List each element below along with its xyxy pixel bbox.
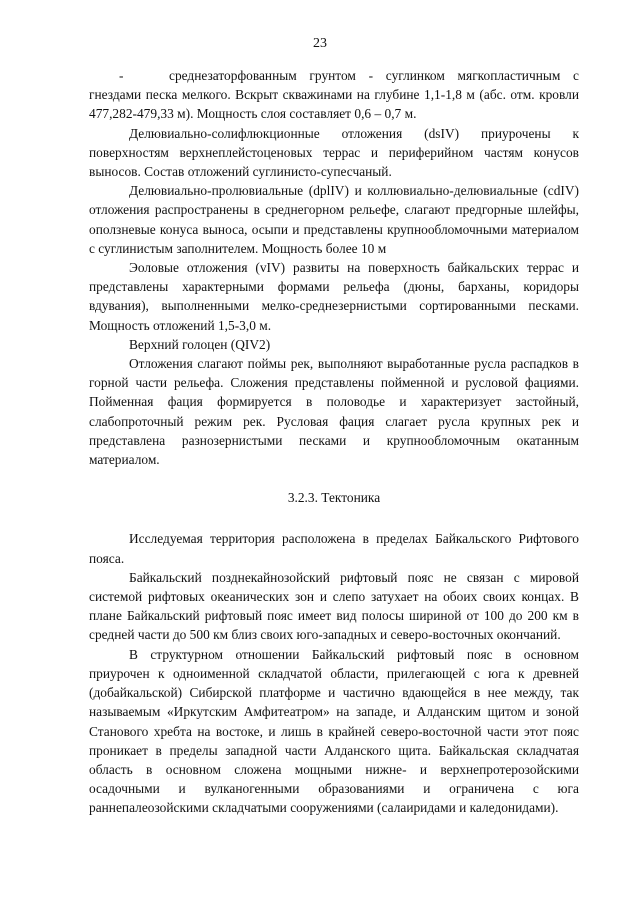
paragraph: Отложения слагают поймы рек, выполняют выработанные русла распадков в горной части рельефа. Сложения представлены пойменной и русловой фациями. Пойменная фация формируется в половодье и характеризует застойный, слабопроточный режим рек. Русловая фация слагает русла крупных рек и представлена разнозернистыми песками и крупнообломочным окатанным материалом. [89, 356, 579, 468]
list-dash-marker: - [119, 68, 124, 83]
paragraph: В структурном отношении Байкальский рифтовый пояс в основном приурочен к одноименной складчатой области, прилегающей с юга к древней (добайкальской) Сибирской платформе и частично вдающейся в нее между, так называемым «Иркутским Амфитеатром» на западе, и Алданским щитом и зоной Станового хребта на востоке, и лишь в крайней северо-восточной части этот пояс проникает в пределы западной части Алданского щита. Байкальская складчатая область в основном сложена мощными нижне- и верхнепротерозойскими осадочными и вулканогенными образованиями и ограничена с юга раннепалеозойскими складчатыми сооружениями (салаиридами и каледонидами). [89, 646, 579, 816]
subheading-upper-holocene: Верхний голоцен (QIV2) [129, 336, 271, 352]
document-body [89, 66, 579, 818]
section-heading: 3.2.3. Тектоника [287, 490, 381, 506]
paragraph: Исследуемая территория расположена в пределах Байкальского Рифтового пояса. [89, 531, 579, 566]
page-number: 23 [313, 36, 327, 51]
paragraph: Байкальский позднекайнозойский рифтовый пояс не связан с мировой системой рифтовых океанических зон и слепо затухает на обоих своих концах. В плане Байкальский рифтовый пояс имеет вид полосы шириной от 100 до 200 км в средней части до 500 км близ своих юго-западных и северо-восточных окончаний. [89, 569, 579, 643]
paragraph-text: среднезаторфованным грунтом - суглинком мягкопластичным с гнездами песка мелкого. Вскрыт скважинами на глубине 1,1-1,8 м (абс. отм. кровли 477,282-479,33 м). Мощность слоя составляет 0,6 – 0,7 м. [89, 68, 579, 122]
paragraph: Делювиально-солифлюкционные отложения (dsIV) приурочены к поверхностям верхнеплейстоценовых террас и периферийном частям конусов выносов. Состав отложений суглинисто-супесчаный. [89, 125, 579, 180]
paragraph-dash-item [89, 66, 579, 124]
paragraph: Эоловые отложения (vIV) развиты на поверхность байкальских террас и представлены характерными формами рельефа (дюны, барханы, коридоры вдувания), выполненными мелко-среднезернистыми сортированными песками. Мощность отложений 1,5-3,0 м. [89, 260, 579, 333]
paragraph: Делювиально-пролювиальные (dplIV) и коллювиально-делювиальные (cdIV) отложения распространены в среднегорном рельефе, слагают предгорные шлейфы, оползневые конуса выноса, осыпи и представлены крупнообломочными материалом с суглинистым заполнителем. Мощность более 10 м [89, 183, 579, 256]
